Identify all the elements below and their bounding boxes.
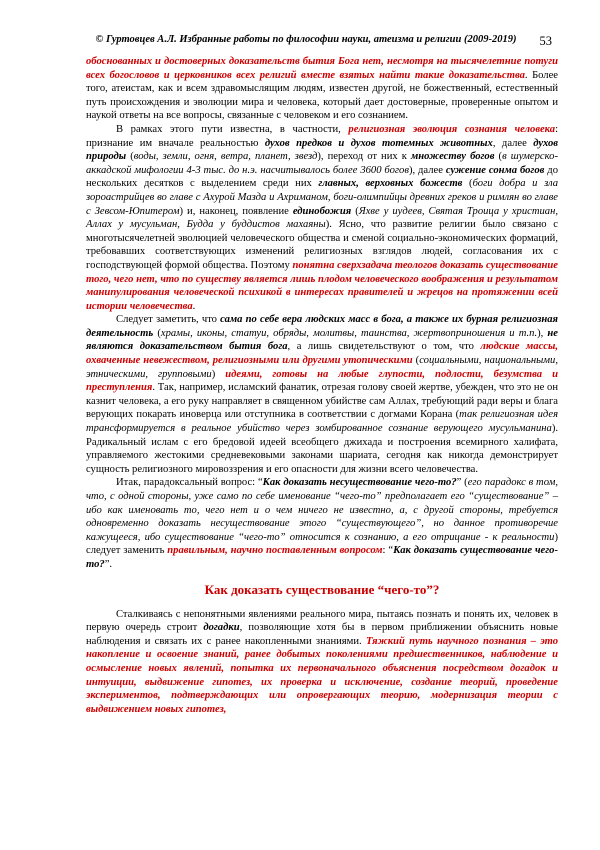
text-run: , позволяющие хотя бы в первом приближении объяснить новые наблюдения и связать их с ранее накопленными знаниями.: [86, 622, 558, 647]
running-title: © Гуртовцев А.Л. Избранные работы по философии науки, атеизма и религии (2009-2019): [95, 34, 517, 45]
emphasis: понятна сверхзадача теологов доказать существование того, чего нет, что по существу является лишь плодом человеческого воображения и результатом манипулирования человеческой психикой в интересах правителей и жрецов на протяжении всей истории человечества: [86, 259, 559, 312]
italic-text: храмы, иконы, статуи, обряды, молитвы, таинства, жертвоприношения и т.п.: [160, 327, 538, 339]
text-run: : признание им вначале реальностью: [86, 123, 559, 149]
paragraph-5: [86, 608, 558, 717]
text-run: (: [462, 178, 473, 190]
text-run: ). Ясно, что развитие религии было связано с многотысячелетней эволюцией человеческого общества и сменой социально-экономических формаций, требовавших соответствующих изменений религиозных взглядов людей, согласования их с господствующей формой общества. Поэтому: [86, 219, 558, 271]
text-run: .: [192, 300, 196, 312]
text-run: (: [412, 355, 420, 367]
italic-text: воды, земли, огня, ветра, планет, звезд: [133, 151, 318, 163]
text-run: ). Радикальный ислам с его бредовой идеей всеобщего джихада и построения всемирного халифата, управляемого жестокими средневековыми законами шариата, сегодня как никогда демонстрирует сущность религиозного мировоззрения и его опасности для жизни всего человечества.: [86, 423, 558, 475]
text-run: , а лишь свидетельствуют о том, что: [287, 341, 481, 353]
italic-text: в шумерско-аккадской мифологии 4-3 тыс. до н.э. насчитывалось более 3600 богов: [86, 151, 558, 176]
text-run: : “: [382, 545, 394, 557]
paragraph-3: [86, 313, 558, 476]
emphasis: правильным, научно поставленным вопросом: [167, 545, 383, 557]
emphasis: Тяжкий путь научного познания – это накопление и освоение знаний, ранее добытых поколениями предшественников, наблюдение и осмысление новых явлений, попытка их первоначального объяснения посредством догадок и интуиции, выдвижение гипотез, их проверка и исключение, создание теорий, проведение экспериментов, подтверждающих или опровергающих теорию, модернизация теории с выдвижением новых гипотез,: [86, 635, 559, 715]
text-run: ” (: [456, 477, 468, 489]
bold-italic-term: единобожия: [292, 205, 352, 217]
bold-italic-term: Как доказать несуществование чего-то?: [262, 477, 457, 489]
bold-italic-term: Как доказать существование чего-то?: [86, 545, 558, 570]
italic-text: социальными, национальными, этническими, групповыми: [86, 355, 558, 380]
bold-italic-term: духов природы: [86, 137, 559, 163]
text-run: Итак, парадоксальный вопрос: “: [116, 477, 263, 489]
text-run: до нескольких десятков с выделением среди них: [86, 164, 558, 190]
text-run: Следует заметить, что: [116, 314, 221, 326]
text-run: (: [351, 205, 359, 217]
page-number: 53: [539, 34, 552, 48]
paragraph-2: [86, 123, 558, 313]
emphasis: религиозная эволюция сознания человека: [348, 123, 556, 135]
document-body: [86, 55, 558, 716]
bold-italic-term: множеству богов: [410, 151, 495, 163]
italic-text: боги добра и зла зороастрийцев во главе с Ахурой Мазда и Ахриманом, боги-олимпийцы древних греков и римлян во главе с Зевсом-Юпитером: [86, 178, 558, 217]
text-run: ) следует заменить: [86, 531, 558, 557]
italic-text: так религиозная идея трансформируется в реальное убийство через зомбированное сознание верующего мусульманина: [86, 409, 558, 435]
text-run: ), далее: [408, 164, 446, 176]
bold-italic-term: сужение сонма богов: [445, 164, 545, 176]
text-run: . Более того, атеистам, как и всем здравомыслящим людям, известен другой, не божественный, естественный путь происхождения и эволюции мира и человека, который дает достоверные, проверенные опытом и наукой ответы на все вопросы, связанные с человеком и его сознанием.: [86, 69, 558, 122]
italic-text: его парадокс в том, что, с одной стороны, уже само по себе именование “чего-то” предполагает его “существование” – ибо как именовать то, чего нет и о чем ничего не известно, а, с другой стороны, требуется одновременно доказать несуществование этого “существующего”, но данное противоречие кажущееся, ибо существование “чего-то” относится к сознанию, а его отрицание - к реальности: [86, 477, 558, 543]
text-run: ”.: [104, 558, 113, 570]
text-run: ): [211, 368, 226, 380]
bold-italic-term: духов предков и духов тотемных животных: [264, 137, 493, 149]
text-run: В рамках этого пути известна, в частности,: [116, 123, 349, 135]
text-run: ) и, наконец, появление: [179, 205, 293, 217]
italic-text: Яхве у иудеев, Святая Троица у христиан, Аллах у мусульман, Будда у буддистов махаяны: [86, 205, 558, 231]
text-run: (: [153, 327, 161, 339]
emphasis: людские массы, охваченные невежеством, религиозными или другими утопическими: [86, 341, 558, 367]
text-run: ), переход от них к: [317, 151, 411, 163]
text-run: ),: [537, 327, 548, 339]
emphasis: обоснованных и достоверных доказательств бытия Бога нет, несмотря на тысячелетние потуги всех богословов и церковников всех религий вместе взятых найти такие доказательства: [86, 56, 558, 81]
section-heading: Как доказать существование “чего-то”?: [204, 581, 440, 597]
running-header: [60, 34, 552, 52]
emphasis: идеями, готовы на любые глупости, подлости, безумства и преступления: [86, 368, 558, 394]
paragraph-4: [86, 476, 558, 571]
text-run: (: [126, 151, 134, 163]
text-run: (: [494, 151, 503, 163]
bold-italic-term: догадки: [203, 622, 240, 634]
text-run: Сталкиваясь с непонятными явлениями реального мира, пытаясь познать и понять их, человек в первую очередь строит: [86, 608, 558, 634]
paragraph-1: [86, 55, 558, 123]
bold-italic-term: сама по себе вера людских масс в бога, а также их бурная религиозная деятельность: [86, 314, 558, 339]
text-run: . Так, например, исламский фанатик, отрезая голову своей жертве, убежден, что это не он казнит человека, а его руку направляет в священном убийстве сам Аллах, требующий ради веры и блага верующих покарать иноверца или отступника в соответствии с догмами Корана (: [86, 382, 558, 421]
text-run: , далее: [492, 137, 534, 149]
bold-italic-term: не являются доказательством бытия бога: [86, 327, 558, 353]
bold-italic-term: главных, верховных божеств: [318, 178, 463, 190]
